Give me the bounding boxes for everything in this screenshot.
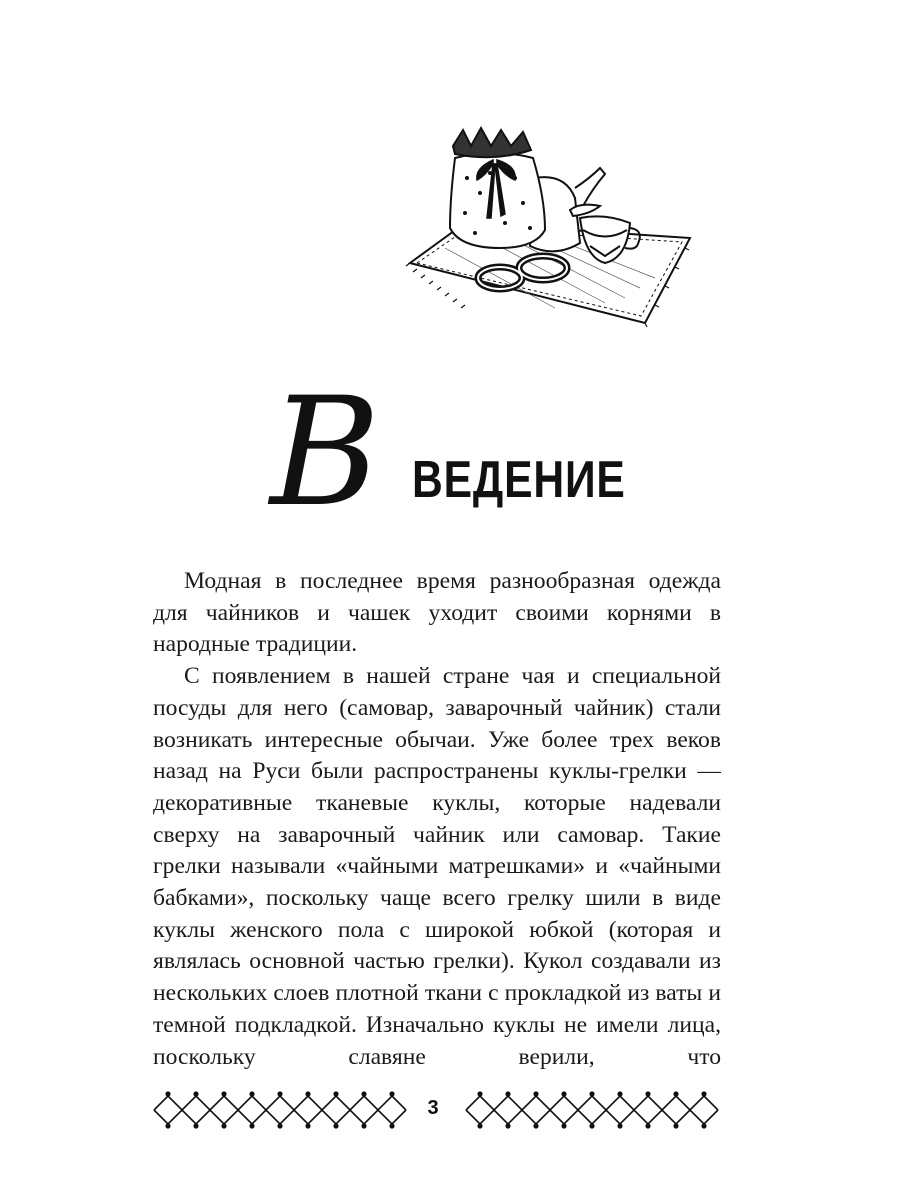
ornament-right-icon: [462, 1088, 727, 1132]
body-text: [153, 566, 721, 1073]
paragraph-2: С появлением в нашей стране чая и специальной посуды для него (самовар, заварочный чайник) стали возникать интересные обычаи. Уже более трех веков назад на Руси были распространены куклы-грелки — декоративные тканевые куклы, которые надевали сверху на заварочный чайник или самовар. Такие грелки называли «чайными матрешками» и «чайными бабками», поскольку чаще всего грелку шили в виде куклы женского пола с широкой юбкой (которая и являлась основной частью грелки). Кукол создавали из нескольких слоев плотной ткани с прокладкой из ваты и темной подкладкой. Изначально куклы не имели лица, поскольку славяне верили, что: [153, 663, 721, 1070]
page-footer: [150, 1088, 730, 1138]
ornament-left-icon: [150, 1088, 415, 1132]
saucer-shape: [570, 205, 600, 216]
page-number: 3: [427, 1097, 439, 1119]
chapter-title: [270, 366, 670, 540]
paragraph-1: Модная в последнее время разнообразная одежда для чайников и чашек уходит своими корнями в народные традиции.: [153, 568, 721, 658]
tea-cozy-illustration: [405, 118, 695, 328]
chapter-title-rest: ВЕДЕНИЕ: [412, 451, 626, 509]
chapter-title-initial: В: [270, 366, 381, 540]
